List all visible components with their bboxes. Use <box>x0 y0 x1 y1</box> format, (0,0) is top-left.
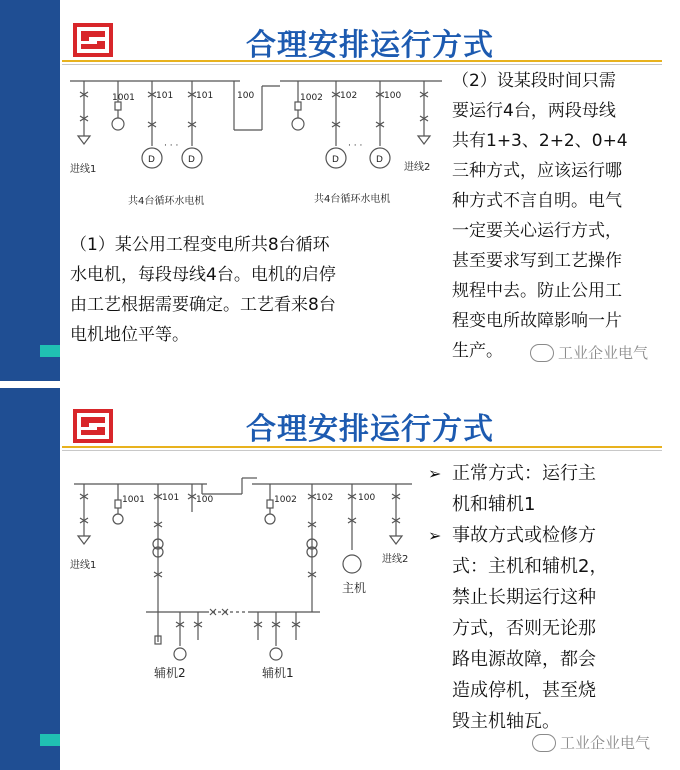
slide-gap <box>0 381 680 388</box>
text-line: 种方式不言自明。电气 <box>452 191 622 211</box>
text-line: （1）某公用工程变电所共8台循环 <box>70 235 330 255</box>
single-line-diagram-2 <box>62 472 422 702</box>
title-rule-thin <box>62 64 662 65</box>
text-line: 规程中去。防止公用工 <box>452 281 622 301</box>
text-line: 由工艺根据需要确定。工艺看来8台 <box>70 295 336 315</box>
text-line: 程变电所故障影响一片 <box>452 311 622 331</box>
bullet-line: 事故方式或检修方 <box>452 525 596 546</box>
bay-label: 100 <box>237 91 255 101</box>
sidebar-accent <box>40 345 60 357</box>
single-line-diagram-1 <box>62 66 452 216</box>
bay-label: 101 <box>196 91 214 101</box>
text-line: 甚至要求写到工艺操作 <box>452 251 622 271</box>
bullet-arrow-icon: ➢ <box>428 526 442 545</box>
feeder-label-right: 进线2 <box>382 554 409 565</box>
motor-symbol: D <box>148 155 155 165</box>
text-line: （2）设某段时间只需 <box>452 71 616 91</box>
motor-symbol: D <box>188 155 195 165</box>
slide-2 <box>0 388 680 770</box>
bullet-line: 毁主机轴瓦。 <box>452 711 560 732</box>
text-line: 水电机，每段母线4台。电机的启停 <box>70 265 336 285</box>
bay-label: 101 <box>162 493 180 503</box>
bay-label: 1001 <box>112 93 135 103</box>
aux-motor-1-label: 辅机1 <box>262 666 294 680</box>
title-rule-thin <box>62 450 662 451</box>
text-line: 一定要关心运行方式， <box>452 221 622 241</box>
bay-label: 1002 <box>274 495 297 505</box>
company-logo-icon <box>72 408 114 444</box>
sidebar-accent <box>40 734 60 746</box>
feeder-label-left: 进线1 <box>70 164 97 175</box>
slide-title: 合理安排运行方式 <box>246 412 494 447</box>
slide-1 <box>0 0 680 381</box>
wechat-icon <box>530 344 554 362</box>
motor-symbol: D <box>376 155 383 165</box>
ellipsis: · · · <box>164 141 179 151</box>
bay-label: 100 <box>358 493 376 503</box>
bay-label: 100 <box>384 91 402 101</box>
bullet-item <box>428 520 668 737</box>
text-line: 生产。 <box>452 341 503 361</box>
slide-sidebar <box>0 388 60 770</box>
watermark <box>530 342 648 363</box>
slide-title: 合理安排运行方式 <box>246 28 494 63</box>
text-line: 电机地位平等。 <box>70 325 189 345</box>
text-line: 要运行4台，两段母线 <box>452 101 616 121</box>
bay-label: 102 <box>316 493 334 503</box>
text-block-right <box>452 66 667 366</box>
main-motor-label: 主机 <box>342 581 367 595</box>
bullet-line: 禁止长期运行这种 <box>452 587 596 608</box>
slide-sidebar <box>0 0 60 381</box>
watermark-text: 工业企业电气 <box>560 734 651 752</box>
bullet-line: 机和辅机1 <box>452 494 536 515</box>
feeder-label-left: 进线1 <box>70 560 97 571</box>
watermark <box>532 732 650 753</box>
bullet-line: 正常方式：运行主 <box>452 463 596 484</box>
bay-label: 1001 <box>122 495 145 505</box>
caption-right: 共4台循环水电机 <box>314 194 391 205</box>
bay-label: 100 <box>196 495 214 505</box>
wechat-icon <box>532 734 556 752</box>
company-logo-icon <box>72 22 114 58</box>
text-line: 三种方式，应该运行哪 <box>452 161 622 181</box>
watermark-text: 工业企业电气 <box>558 344 649 362</box>
ellipsis: · · · <box>348 141 363 151</box>
feeder-label-right: 进线2 <box>404 162 431 173</box>
bay-label: 101 <box>156 91 174 101</box>
bullet-line: 路电源故障，都会 <box>452 649 596 670</box>
bullet-item <box>428 458 668 520</box>
bay-label: 102 <box>340 91 358 101</box>
bullet-line: 方式，否则无论那 <box>452 618 596 639</box>
bullet-block <box>428 458 668 737</box>
title-rule <box>62 446 662 448</box>
text-line: 共有1+3、2+2、0+4 <box>452 131 628 151</box>
bay-label: 1002 <box>300 93 323 103</box>
title-rule <box>62 60 662 62</box>
bullet-line: 式：主机和辅机2， <box>452 556 608 577</box>
caption-left: 共4台循环水电机 <box>128 196 205 207</box>
text-block-left <box>70 230 400 350</box>
aux-motor-2-label: 辅机2 <box>154 666 186 680</box>
bullet-arrow-icon: ➢ <box>428 464 442 483</box>
motor-symbol: D <box>332 155 339 165</box>
bullet-line: 造成停机，甚至烧 <box>452 680 596 701</box>
